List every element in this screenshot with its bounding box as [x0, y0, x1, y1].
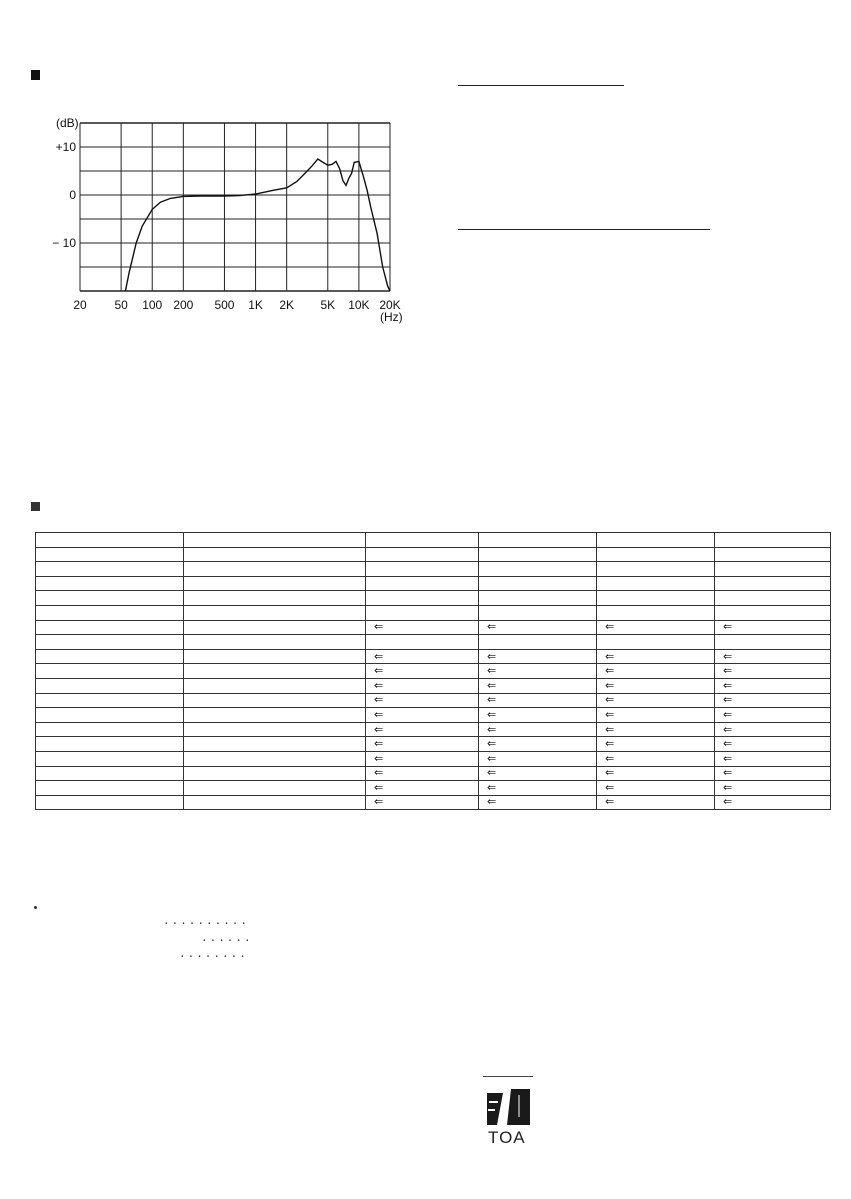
table-cell [366, 533, 479, 548]
table-cell: ⇐ [366, 664, 479, 679]
table-cell: ⇐ [597, 649, 715, 664]
table-cell: ⇐ [479, 620, 597, 635]
table-cell [36, 781, 184, 796]
table-row [36, 562, 831, 577]
table-cell: ⇐ [479, 781, 597, 796]
table-cell: ⇐ [366, 751, 479, 766]
bullet-dot [34, 906, 37, 909]
toa-logo-icon [487, 1089, 530, 1125]
table-row [36, 737, 831, 752]
table-cell [597, 591, 715, 606]
table-row [36, 722, 831, 737]
table-cell [479, 635, 597, 650]
table-cell [184, 533, 366, 548]
table-cell [36, 533, 184, 548]
table-row [36, 708, 831, 723]
y-axis-unit: (dB) [56, 116, 79, 130]
y-axis-labels [52, 140, 76, 250]
table-cell: ⇐ [366, 620, 479, 635]
x-tick-label: 20 [73, 298, 87, 312]
table-cell: ⇐ [479, 678, 597, 693]
table-cell [184, 678, 366, 693]
table-cell: ⇐ [597, 664, 715, 679]
table-row [36, 605, 831, 620]
table-row [36, 795, 831, 810]
x-tick-label: 50 [114, 298, 128, 312]
table-cell: ⇐ [479, 693, 597, 708]
section-bullet-icon [31, 502, 40, 511]
table-cell: ⇐ [715, 766, 831, 781]
frequency-response-chart [40, 105, 430, 325]
table-cell [184, 562, 366, 577]
leader-dots-1: .......... [163, 916, 250, 928]
table-cell [36, 635, 184, 650]
table-cell: ⇐ [366, 766, 479, 781]
table-cell [184, 751, 366, 766]
spec-table [35, 532, 831, 810]
table-cell [715, 635, 831, 650]
table-row [36, 591, 831, 606]
table-row [36, 751, 831, 766]
table-cell: ⇐ [597, 751, 715, 766]
table-cell [184, 722, 366, 737]
table-cell: ⇐ [715, 795, 831, 810]
table-cell: ⇐ [366, 737, 479, 752]
table-row [36, 649, 831, 664]
response-curve [125, 159, 390, 291]
table-cell [479, 576, 597, 591]
table-cell: ⇐ [479, 664, 597, 679]
table-cell [184, 693, 366, 708]
leader-dots-2: ...... [201, 933, 253, 945]
table-row [36, 693, 831, 708]
x-axis-unit: (Hz) [380, 310, 403, 324]
table-cell [184, 547, 366, 562]
x-tick-label: 200 [173, 298, 194, 312]
table-row [36, 547, 831, 562]
table-cell [597, 547, 715, 562]
table-row [36, 533, 831, 548]
table-cell [36, 766, 184, 781]
x-tick-label: 1K [248, 298, 263, 312]
table-cell: ⇐ [715, 722, 831, 737]
table-cell [36, 737, 184, 752]
table-cell: ⇐ [479, 737, 597, 752]
table-cell [184, 605, 366, 620]
table-cell: ⇐ [597, 722, 715, 737]
table-cell [36, 664, 184, 679]
table-cell: ⇐ [479, 649, 597, 664]
table-cell: ⇐ [597, 795, 715, 810]
table-cell [184, 766, 366, 781]
table-cell: ⇐ [715, 678, 831, 693]
x-tick-label: 100 [142, 298, 163, 312]
table-cell: ⇐ [715, 620, 831, 635]
table-cell [184, 635, 366, 650]
y-tick-label: +10 [55, 140, 76, 154]
table-cell [597, 605, 715, 620]
y-tick-label: − 10 [52, 236, 76, 250]
table-cell: ⇐ [597, 781, 715, 796]
table-cell [36, 693, 184, 708]
x-tick-label: 500 [214, 298, 235, 312]
table-row [36, 664, 831, 679]
table-cell [184, 576, 366, 591]
table-cell: ⇐ [715, 708, 831, 723]
table-cell [184, 591, 366, 606]
table-cell [366, 562, 479, 577]
table-cell [715, 576, 831, 591]
section-bullet-icon [31, 70, 40, 80]
table-row [36, 620, 831, 635]
chart-grid [80, 123, 390, 291]
table-cell: ⇐ [597, 708, 715, 723]
x-tick-label: 10K [348, 298, 370, 312]
table-cell [479, 562, 597, 577]
table-cell [366, 591, 479, 606]
table-cell: ⇐ [597, 693, 715, 708]
table-cell [366, 635, 479, 650]
table-cell: ⇐ [715, 693, 831, 708]
table-cell: ⇐ [597, 737, 715, 752]
table-cell: ⇐ [366, 722, 479, 737]
table-cell: ⇐ [479, 722, 597, 737]
table-cell: ⇐ [715, 649, 831, 664]
table-cell: ⇐ [715, 751, 831, 766]
table-cell [36, 576, 184, 591]
table-cell: ⇐ [715, 781, 831, 796]
toa-logo-text: TOA [488, 1128, 526, 1147]
table-cell [597, 562, 715, 577]
table-cell [36, 620, 184, 635]
table-cell [36, 678, 184, 693]
table-cell [36, 649, 184, 664]
table-cell: ⇐ [479, 751, 597, 766]
blank-rule-2 [458, 229, 710, 230]
table-cell [597, 576, 715, 591]
leader-dots-3: ........ [179, 949, 248, 961]
table-row [36, 678, 831, 693]
table-cell [184, 781, 366, 796]
table-cell: ⇐ [479, 708, 597, 723]
table-cell [597, 635, 715, 650]
logo-rule [483, 1076, 533, 1077]
table-cell [184, 795, 366, 810]
table-cell [36, 562, 184, 577]
table-cell [36, 605, 184, 620]
table-cell [366, 576, 479, 591]
table-row [36, 635, 831, 650]
table-cell [479, 533, 597, 548]
table-cell [36, 591, 184, 606]
table-cell: ⇐ [366, 678, 479, 693]
table-cell [479, 547, 597, 562]
table-cell [184, 620, 366, 635]
blank-rule-1 [458, 85, 624, 86]
table-cell [366, 547, 479, 562]
table-cell [36, 795, 184, 810]
table-cell [479, 591, 597, 606]
table-cell [36, 547, 184, 562]
table-cell: ⇐ [366, 693, 479, 708]
table-cell [36, 751, 184, 766]
table-cell [715, 605, 831, 620]
x-tick-label: 5K [320, 298, 336, 312]
table-cell: ⇐ [366, 795, 479, 810]
table-cell [184, 737, 366, 752]
table-cell: ⇐ [715, 664, 831, 679]
table-cell: ⇐ [597, 678, 715, 693]
table-cell [715, 562, 831, 577]
table-row [36, 576, 831, 591]
table-row [36, 766, 831, 781]
table-cell [36, 708, 184, 723]
y-tick-label: 0 [69, 188, 76, 202]
table-cell: ⇐ [597, 620, 715, 635]
table-cell [36, 722, 184, 737]
table-cell [715, 591, 831, 606]
table-cell [184, 664, 366, 679]
table-cell: ⇐ [479, 766, 597, 781]
table-row [36, 781, 831, 796]
table-cell [715, 547, 831, 562]
x-tick-label: 20K [379, 298, 401, 312]
table-cell: ⇐ [366, 708, 479, 723]
table-cell: ⇐ [597, 766, 715, 781]
table-cell [479, 605, 597, 620]
table-cell [715, 533, 831, 548]
x-axis-labels [73, 298, 400, 312]
table-cell: ⇐ [366, 649, 479, 664]
table-cell: ⇐ [479, 795, 597, 810]
table-cell [366, 605, 479, 620]
x-tick-label: 2K [279, 298, 295, 312]
table-cell: ⇐ [715, 737, 831, 752]
table-cell: ⇐ [366, 781, 479, 796]
table-cell [597, 533, 715, 548]
table-cell [184, 649, 366, 664]
table-cell [184, 708, 366, 723]
